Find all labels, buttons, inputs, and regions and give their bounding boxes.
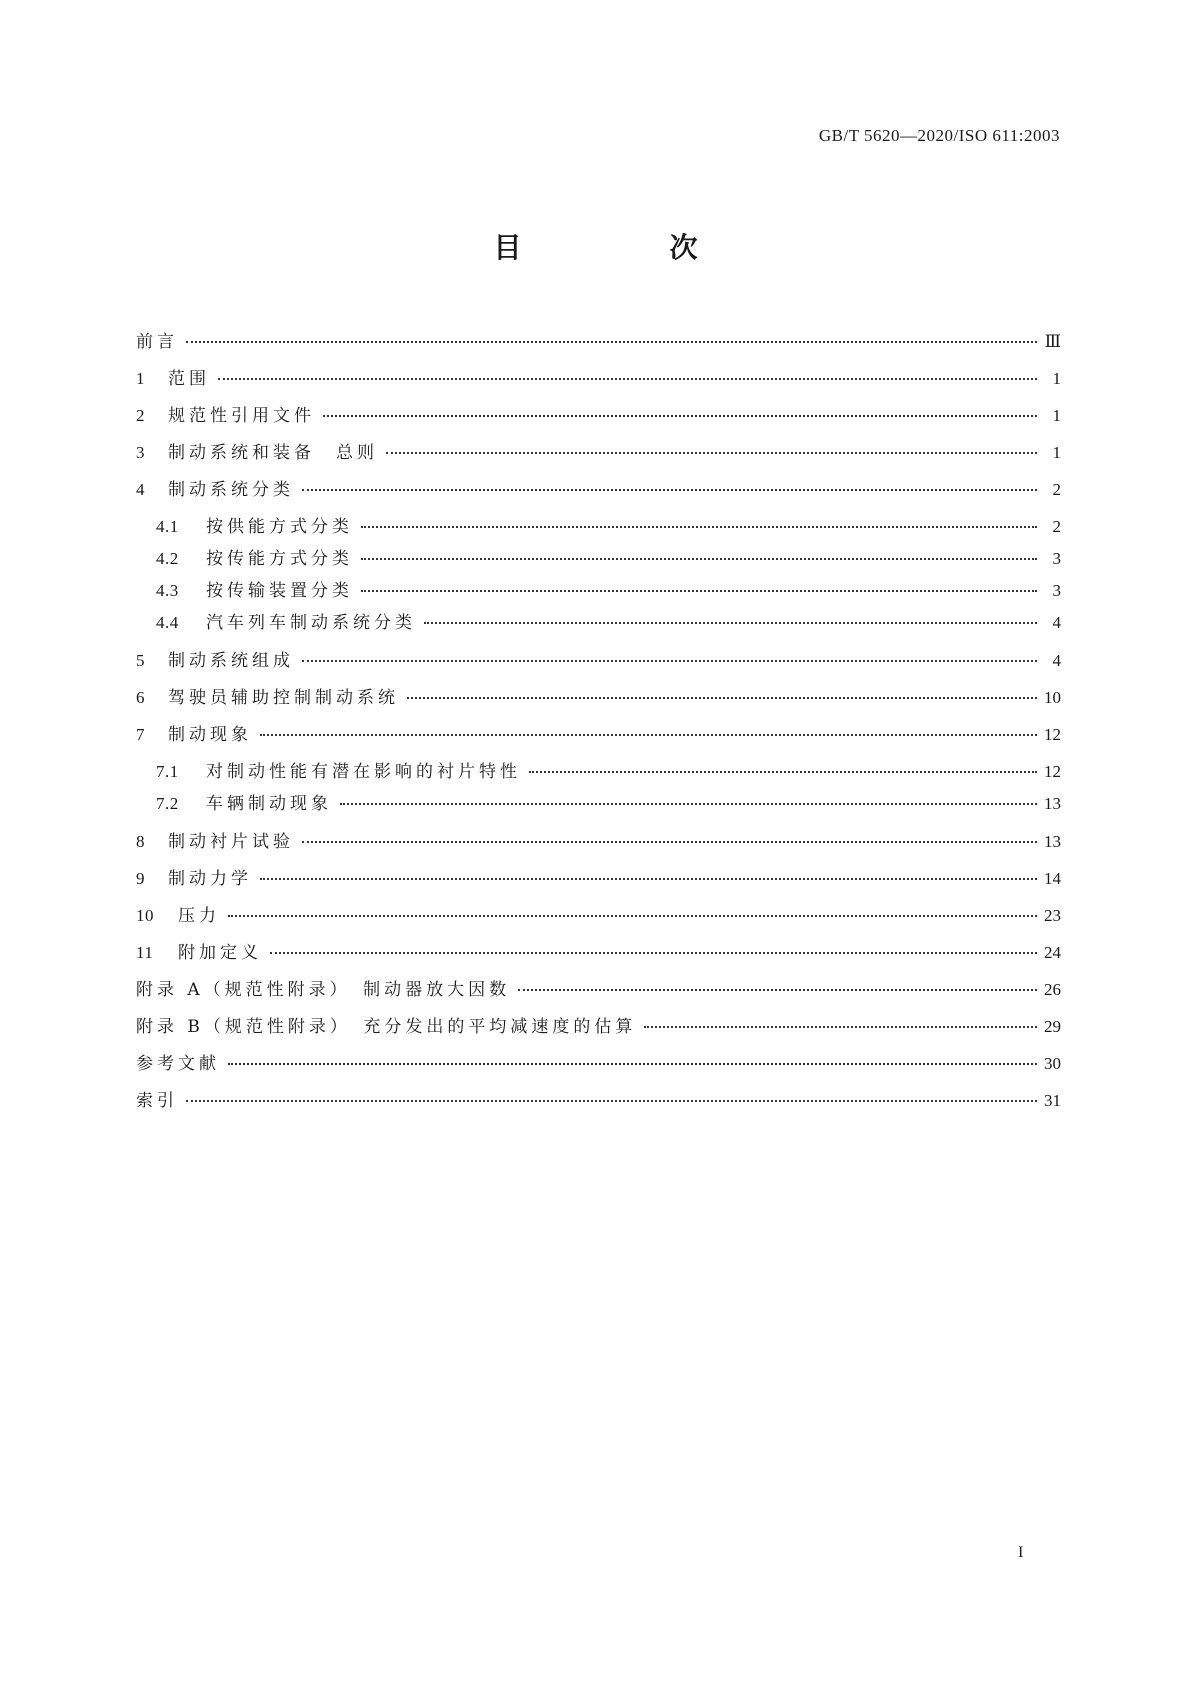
toc-subentry[interactable] [136,608,1061,640]
toc-entry-number: 7 [136,725,145,744]
toc-entry-title: 参考文献 [136,1054,220,1074]
toc-entry[interactable] [136,401,1061,438]
toc-entry-number: 4.3 [156,581,179,600]
toc-leader [218,378,1037,380]
toc-entry-title: 前言 [136,332,178,352]
toc-entry-page: 1 [1052,443,1061,462]
standard-code: GB/T 5620—2020/ISO 611:2003 [818,126,1060,145]
toc-subentry[interactable] [136,512,1061,544]
toc-entry-page: 31 [1044,1091,1061,1110]
toc-entry-number: 2 [136,406,145,425]
toc-leader [529,771,1037,773]
page-title: 目 次 [493,231,758,264]
toc-leader [386,452,1037,454]
toc-entry[interactable] [136,720,1061,757]
toc-leader [323,415,1037,417]
toc-entry-title: 制动力学 [168,869,252,889]
toc-entry-page: 3 [1052,581,1061,600]
toc-entry[interactable] [136,683,1061,720]
toc-leader [270,952,1037,954]
toc-leader [302,841,1037,843]
toc-leader [260,734,1037,736]
toc-entry-title: 驾驶员辅助控制制动系统 [168,688,399,708]
toc-entry-title: 按传输装置分类 [206,581,353,601]
toc-entry-title: 规范性引用文件 [168,406,315,426]
toc-entry-number: 6 [136,688,145,707]
toc-entry[interactable] [136,1012,1061,1049]
toc-entry[interactable] [136,327,1061,364]
toc-entry-page: 1 [1052,369,1061,388]
toc-entry-page: 26 [1044,980,1061,999]
toc-subentry[interactable] [136,757,1061,789]
toc-entry-number: 8 [136,832,145,851]
toc-entry-page: 13 [1044,794,1061,813]
toc-entry-number: 1 [136,369,145,388]
toc-entry-number: 10 [136,906,154,925]
toc-subentry[interactable] [136,544,1061,576]
toc-entry-number: 4.2 [156,549,179,568]
toc-entry-page: Ⅲ [1044,332,1061,351]
toc-leader [361,558,1037,560]
toc-entry[interactable] [136,1049,1061,1086]
toc-leader [228,1063,1037,1065]
toc-leader [407,697,1037,699]
toc-entry[interactable] [136,864,1061,901]
toc-entry-page: 1 [1052,406,1061,425]
toc-entry-page: 29 [1044,1017,1061,1036]
toc-subentry[interactable] [136,576,1061,608]
toc-entry[interactable] [136,1086,1061,1123]
toc-entry-title: 附录 B（规范性附录） 充分发出的平均减速度的估算 [136,1017,637,1037]
toc-entry-title: 按供能方式分类 [206,517,353,537]
toc-entry[interactable] [136,975,1061,1012]
toc-entry[interactable] [136,475,1061,512]
toc-entry-number: 4.1 [156,517,179,536]
table-of-contents [136,327,1061,1123]
toc-entry-page: 12 [1044,762,1061,781]
toc-entry[interactable] [136,364,1061,401]
toc-entry-number: 7.2 [156,794,179,813]
toc-entry-title: 对制动性能有潜在影响的衬片特性 [206,762,521,782]
toc-entry[interactable] [136,438,1061,475]
toc-leader [644,1026,1037,1028]
toc-entry-page: 30 [1044,1054,1061,1073]
toc-entry-page: 3 [1052,549,1061,568]
toc-entry-title: 索引 [136,1091,178,1111]
toc-entry-title: 制动系统和装备 总则 [168,443,378,463]
toc-entry-title: 制动系统组成 [168,651,294,671]
toc-entry-title: 车辆制动现象 [206,794,332,814]
toc-entry-number: 7.1 [156,762,179,781]
toc-entry-page: 10 [1044,688,1061,707]
toc-leader [340,803,1037,805]
toc-entry-number: 9 [136,869,145,888]
toc-leader [424,622,1037,624]
toc-entry[interactable] [136,646,1061,683]
toc-entry-title: 制动现象 [168,725,252,745]
toc-entry-number: 5 [136,651,145,670]
toc-leader [186,341,1037,343]
toc-entry-page: 14 [1044,869,1061,888]
toc-entry-title: 制动衬片试验 [168,832,294,852]
toc-leader [260,878,1037,880]
toc-entry-title: 附录 A（规范性附录） 制动器放大因数 [136,980,511,1000]
toc-entry[interactable] [136,827,1061,864]
toc-entry-number: 4.4 [156,613,179,632]
toc-entry-page: 2 [1052,517,1061,536]
toc-entry-title: 压力 [178,906,220,926]
toc-entry-title: 范围 [168,369,210,389]
toc-entry-title: 按传能方式分类 [206,549,353,569]
page-number: I [1018,1544,1024,1561]
toc-entry[interactable] [136,938,1061,975]
toc-entry-page: 2 [1052,480,1061,499]
toc-subentry[interactable] [136,789,1061,821]
toc-leader [228,915,1037,917]
toc-entry-title: 制动系统分类 [168,480,294,500]
toc-entry-page: 13 [1044,832,1061,851]
toc-leader [302,489,1037,491]
toc-leader [186,1100,1037,1102]
toc-entry-number: 4 [136,480,145,499]
toc-entry-page: 23 [1044,906,1061,925]
toc-entry-page: 24 [1044,943,1061,962]
toc-entry-number: 11 [136,943,154,962]
toc-entry-title: 汽车列车制动系统分类 [206,613,416,633]
toc-leader [518,989,1037,991]
toc-entry-title: 附加定义 [178,943,262,963]
toc-entry[interactable] [136,901,1061,938]
toc-entry-page: 12 [1044,725,1061,744]
toc-entry-page: 4 [1052,613,1061,632]
toc-entry-page: 4 [1052,651,1061,670]
toc-leader [361,526,1037,528]
toc-leader [302,660,1037,662]
toc-leader [361,590,1037,592]
toc-entry-number: 3 [136,443,145,462]
